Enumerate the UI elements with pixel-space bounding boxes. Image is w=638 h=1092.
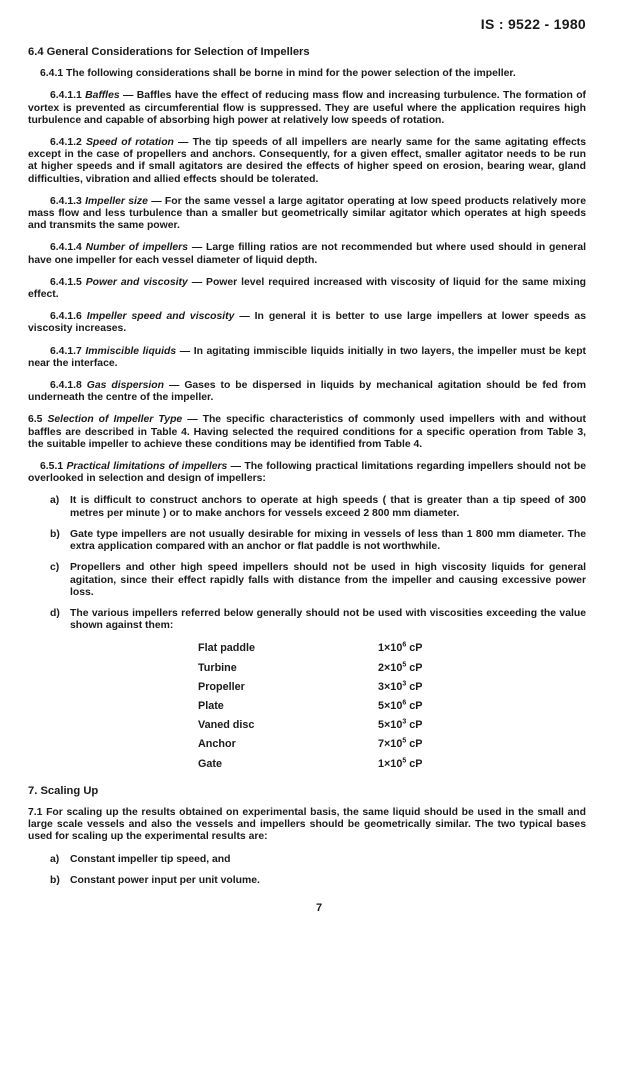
viscosity-value: $5\times 10^3$ cP	[378, 718, 423, 732]
table-row	[198, 719, 422, 738]
viscosity-value: $5\times 10^6$ cP	[378, 699, 423, 712]
clause-6-4-1-6	[28, 311, 586, 335]
clause-number: 6.4.1.7	[50, 345, 82, 357]
table-row	[198, 758, 422, 777]
page-body	[28, 46, 586, 897]
list-text: Constant power input per unit volume.	[70, 874, 260, 886]
list-text: Constant impeller tip speed, and	[70, 853, 231, 865]
clause-6-4-1-2	[28, 137, 586, 186]
viscosity-value: $3\times 10^3$ cP	[378, 680, 423, 693]
clause-6-4-1-7	[28, 346, 586, 370]
impeller-name: Anchor	[198, 738, 236, 751]
clause-text: For scaling up the results obtained on experimental basis, the same liquid should be used in the small and large scale vessels and also the vessels and impellers should be geometrically similar. The two typical bases used for scaling up the experimental results are:	[28, 806, 586, 843]
clause-title: Speed of rotation	[85, 137, 174, 149]
clause-text: — Large filling ratios are not recommended but where used should in general have one impeller for each vessel diameter of liquid depth.	[28, 242, 587, 266]
clause-title: Gas dispersion	[86, 380, 164, 392]
list-text: Propellers and other high speed impellers should not be used in high viscosity liquids for general agitation, since their effect rapidly falls with distance from the impeller and causing excessive power loss.	[70, 562, 586, 598]
clause-text: — The following practical limitations regarding impellers should not be overlooked in selection and design of impellers:	[28, 461, 586, 485]
clause-number: 6.4.1	[40, 68, 64, 80]
list-item	[28, 495, 586, 519]
viscosity-value: $1\times 10^6$ cP	[378, 641, 423, 655]
list-text: Gate type impellers are not usually desirable for mixing in vessels of less than 1 800 mm diameter. The extra application compared with an anchor or flat paddle is not worthwhile.	[70, 528, 586, 553]
clause-number: 6.4.1.5	[50, 276, 82, 288]
table-row	[198, 700, 422, 719]
list-text: The various impellers referred below generally should not be used with viscosities exceeding the value shown against them:	[70, 607, 586, 632]
clause-number: 6.4.1.2	[50, 137, 82, 149]
table-row	[198, 642, 422, 661]
impeller-name: Gate	[198, 757, 223, 770]
clause-text: — In general it is better to use large impellers at lower speeds as viscosity increases.	[28, 311, 586, 335]
clause-title: Practical limitations of impellers	[66, 461, 228, 473]
list-label: b)	[50, 528, 60, 540]
list-label: d)	[50, 607, 60, 619]
viscosity-value: $2\times 10^5$ cP	[378, 660, 423, 674]
standard-number: IS : 9522 - 1980	[480, 16, 586, 32]
clause-text: — Gases to be dispersed in liquids by mechanical agitation should be fed from underneath the centre of the impeller.	[28, 380, 586, 404]
clause-6-4-1-1	[28, 90, 586, 127]
list-text: It is difficult to construct anchors to operate at high speeds ( that is greater than a tip speed of 300 metres per minute ) or to make anchors for vessels exceed 2 800 mm diameter.	[70, 495, 586, 519]
section-7-heading: 7. Scaling Up	[28, 784, 99, 797]
list-item	[28, 529, 586, 553]
viscosity-value: $1\times 10^5$ cP	[378, 756, 423, 770]
clause-6-4-1-4	[28, 242, 586, 266]
clause-text: — Baffles have the effect of reducing mass flow and increasing turbulence. The formation of vortex is prevented as circumferential flow is suppressed. They are useful where the application requires high turbulence and capable of absorbing high power at relatively low speeds of rotation.	[28, 90, 587, 126]
page-number: 7	[315, 902, 323, 914]
clause-text: — The tip speeds of all impellers are nearly same for the same agitating effects except in the case of propellers and anchors. Consequently, for a given effect, smaller agitator needs to be run at higher speeds and if small agitators are desired the effects of higher speed on erosion, bearing wear, gland difficulties, vibration and allied effects should be tolerated.	[28, 137, 587, 185]
list-item	[28, 854, 586, 866]
clause-number: 6.4.1.1	[50, 90, 82, 102]
clause-6-5	[28, 414, 586, 451]
impeller-name: Flat paddle	[198, 642, 255, 655]
list-item	[28, 608, 586, 632]
clause-6-4-1-3	[28, 196, 586, 233]
clause-title: Selection of Impeller Type	[47, 414, 183, 426]
table-row	[198, 738, 422, 757]
clause-number: 6.4.1.3	[50, 195, 82, 207]
clause-text: — The specific characteristics of commonly used impellers with and without baffles are described in Table 4. Having selected the required conditions for a specific operation from Table 3, the suitable impeller to achieve these conditions may be identified from Table 4.	[28, 414, 586, 450]
clause-number: 6.5	[28, 414, 43, 426]
impeller-name: Vaned disc	[198, 719, 255, 732]
list-label: a)	[50, 853, 60, 865]
list-label: c)	[50, 562, 60, 574]
clause-title: Baffles	[85, 90, 120, 102]
clause-text: The following considerations shall be borne in mind for the power selection of the impeller.	[63, 68, 516, 80]
list-label: a)	[50, 495, 60, 507]
clause-number: 7.1	[28, 806, 43, 818]
clause-number: 6.4.1.4	[50, 242, 82, 254]
scaling-bases-list	[28, 854, 586, 887]
clause-text: — Power level required increased with viscosity of liquid for the same mixing effect.	[28, 276, 587, 301]
viscosity-limits-table	[198, 642, 422, 776]
section-6-4-heading: 6.4 General Considerations for Selection of Impellers	[28, 46, 310, 58]
clause-title: Impeller size	[85, 195, 148, 207]
impeller-name: Propeller	[198, 680, 245, 693]
clause-title: Impeller speed and viscosity	[86, 311, 235, 323]
clause-7-1	[28, 807, 586, 844]
clause-6-5-1	[28, 461, 586, 485]
clause-number: 6.5.1	[40, 461, 64, 473]
impeller-name: Turbine	[198, 661, 237, 674]
table-row	[198, 681, 422, 700]
list-label: b)	[50, 874, 60, 886]
table-row	[198, 662, 422, 681]
limitations-list	[28, 495, 586, 632]
clause-title: Number of impellers	[85, 242, 188, 254]
clause-6-4-1	[28, 68, 586, 80]
clause-6-4-1-5	[28, 277, 586, 301]
clause-text: — In agitating immiscible liquids initially in two layers, the impeller must be kept near the interface.	[28, 345, 587, 369]
clause-number: 6.4.1.8	[50, 380, 82, 392]
list-item	[28, 562, 586, 599]
clause-text: — For the same vessel a large agitator operating at low speed products relatively more mass flow and less turbulence than a smaller but geometrically similar agitator which operates at high speeds and transmits the same power.	[28, 195, 587, 232]
clause-number: 6.4.1.6	[50, 311, 82, 323]
list-item	[28, 875, 586, 887]
viscosity-value: $7\times 10^5$ cP	[378, 737, 423, 751]
clause-title: Immiscible liquids	[85, 345, 177, 357]
impeller-name: Plate	[198, 699, 224, 712]
clause-6-4-1-8	[28, 380, 586, 404]
clause-title: Power and viscosity	[85, 276, 188, 288]
